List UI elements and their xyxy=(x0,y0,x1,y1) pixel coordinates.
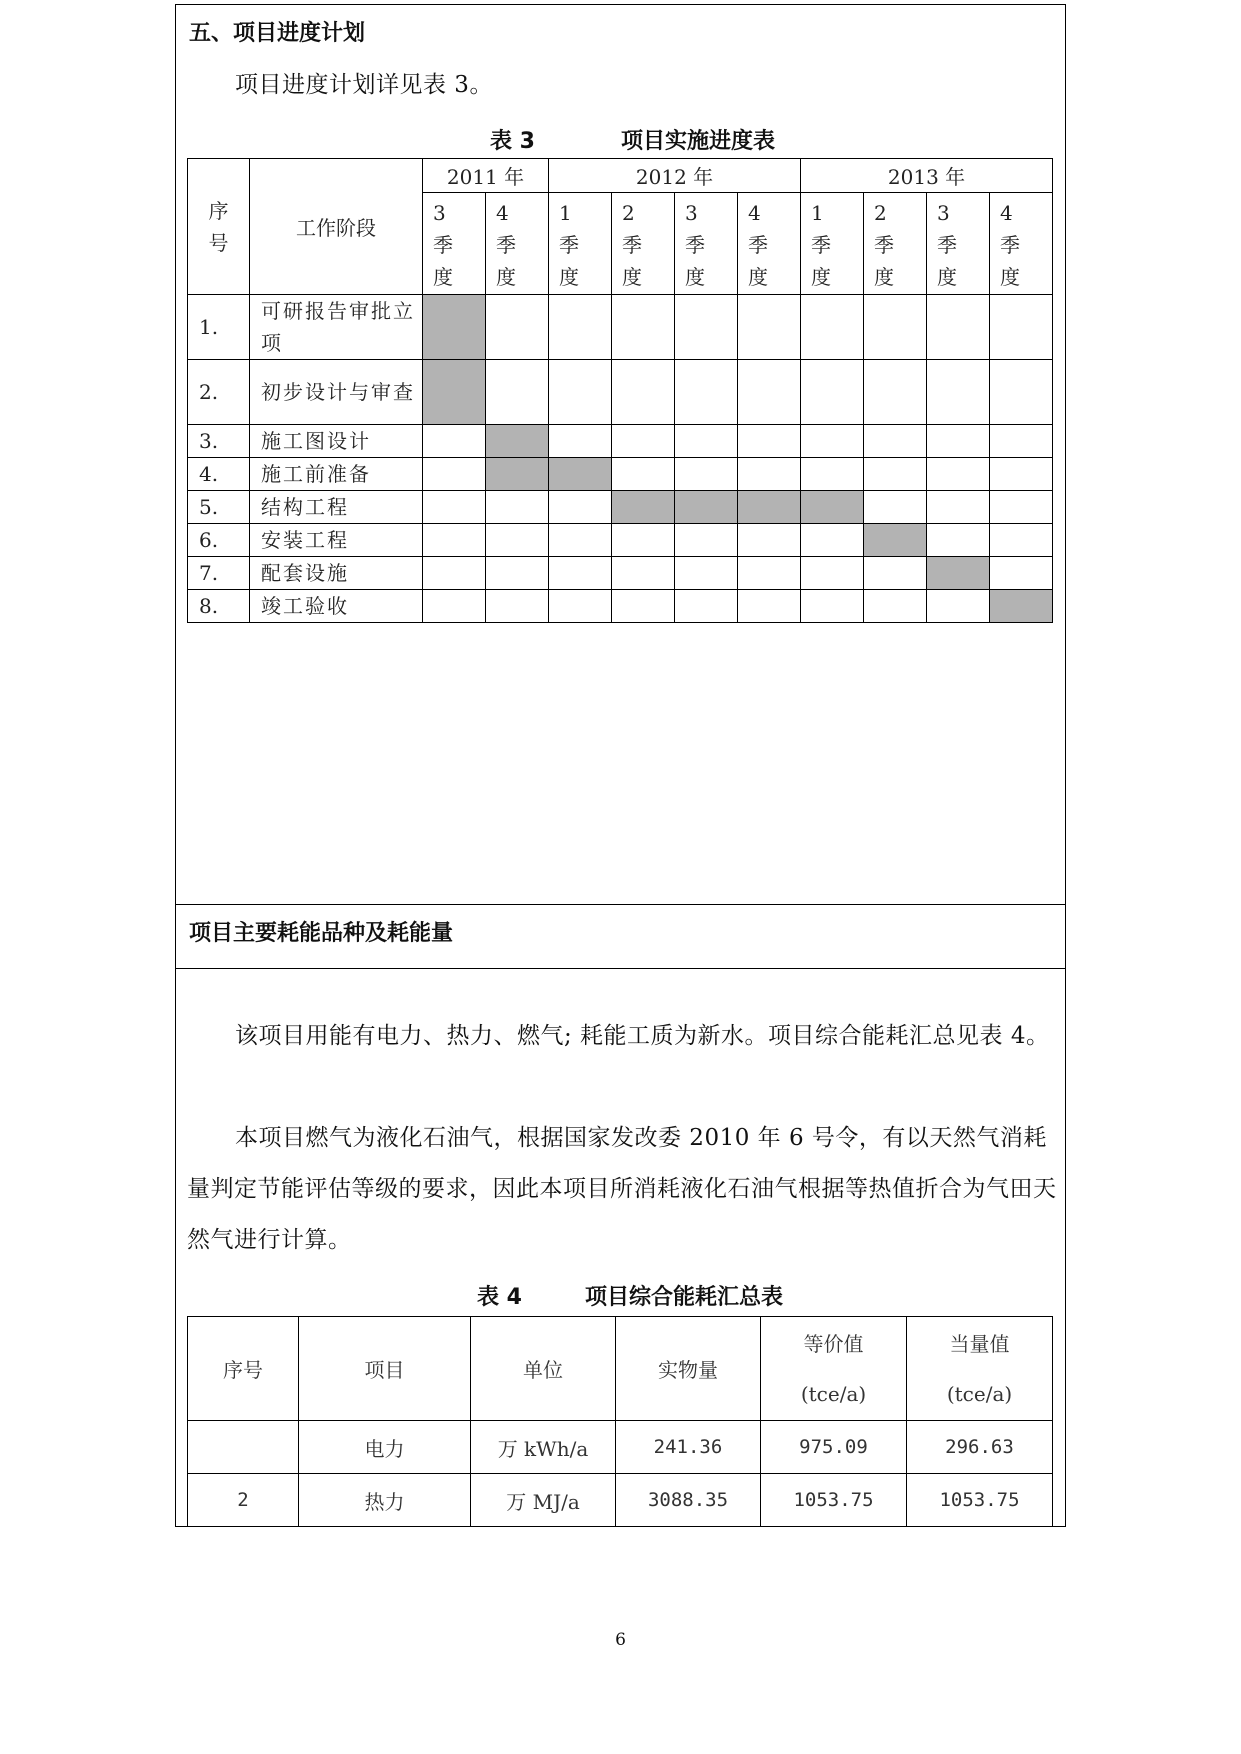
energy-row xyxy=(188,1474,1053,1527)
quarter-header-text: 4 xyxy=(748,201,761,225)
schedule-empty-cell xyxy=(738,590,801,623)
schedule-empty-cell xyxy=(423,524,486,557)
quarter-header xyxy=(990,193,1053,295)
quarter-header-text: 3 xyxy=(433,201,446,225)
schedule-seq: 1. xyxy=(188,295,250,360)
quarter-header-text: 季 xyxy=(1000,233,1021,257)
schedule-empty-cell xyxy=(864,360,927,425)
schedule-empty-cell xyxy=(990,458,1053,491)
schedule-empty-cell xyxy=(549,524,612,557)
schedule-empty-cell xyxy=(423,425,486,458)
schedule-empty-cell xyxy=(927,524,990,557)
schedule-empty-cell xyxy=(675,458,738,491)
schedule-empty-cell xyxy=(675,590,738,623)
schedule-bar-cell xyxy=(423,360,486,425)
page-number: 6 xyxy=(615,1630,626,1650)
quarter-header xyxy=(486,193,549,295)
energy-header-equiv-price-label: 等价值 xyxy=(803,1331,864,1356)
quarter-header-text: 度 xyxy=(811,265,832,289)
schedule-empty-cell xyxy=(675,425,738,458)
energy-cell-unit: 万 kWh/a xyxy=(471,1421,616,1474)
quarter-header xyxy=(738,193,801,295)
schedule-empty-cell xyxy=(549,360,612,425)
quarter-header-text: 度 xyxy=(685,265,706,289)
quarter-header-text: 度 xyxy=(874,265,895,289)
quarter-header-text: 季 xyxy=(433,233,453,257)
energy-cell-qty: 3088.35 xyxy=(616,1474,761,1527)
year-header-2013: 2013 年 xyxy=(801,159,1053,193)
schedule-empty-cell xyxy=(801,458,864,491)
schedule-empty-cell xyxy=(612,557,675,590)
quarter-header-text: 1 xyxy=(559,201,572,225)
energy-cell-price: 1053.75 xyxy=(761,1474,907,1527)
schedule-empty-cell xyxy=(990,491,1053,524)
schedule-empty-cell xyxy=(864,590,927,623)
schedule-bar-cell xyxy=(738,491,801,524)
schedule-empty-cell xyxy=(864,425,927,458)
schedule-seq: 8. xyxy=(188,590,250,623)
energy-header-equiv-price-unit: (tce/a) xyxy=(800,1381,867,1406)
schedule-stage: 配套设施 xyxy=(250,557,423,590)
schedule-empty-cell xyxy=(486,491,549,524)
schedule-row xyxy=(188,295,1053,360)
schedule-stage: 安装工程 xyxy=(250,524,423,557)
quarter-header-text: 度 xyxy=(559,265,580,289)
schedule-empty-cell xyxy=(549,295,612,360)
quarter-header xyxy=(864,193,927,295)
schedule-empty-cell xyxy=(864,491,927,524)
schedule-empty-cell xyxy=(801,425,864,458)
schedule-stage: 可研报告审批立项 xyxy=(250,295,423,360)
schedule-empty-cell xyxy=(738,295,801,360)
col-header-stage: 工作阶段 xyxy=(250,159,423,295)
schedule-empty-cell xyxy=(801,295,864,360)
quarter-header xyxy=(423,193,486,295)
energy-row xyxy=(188,1421,1053,1474)
schedule-empty-cell xyxy=(549,590,612,623)
schedule-empty-cell xyxy=(738,425,801,458)
energy-cell-amount: 296.63 xyxy=(907,1421,1053,1474)
year-header-2012: 2012 年 xyxy=(549,159,801,193)
schedule-empty-cell xyxy=(549,491,612,524)
schedule-empty-cell xyxy=(486,360,549,425)
schedule-empty-cell xyxy=(675,557,738,590)
quarter-header-text: 2 xyxy=(874,201,887,225)
quarter-header-text: 季 xyxy=(559,233,580,257)
energy-header-unit: 单位 xyxy=(471,1317,616,1421)
energy-header-equiv-amount-unit: (tce/a) xyxy=(946,1381,1013,1406)
schedule-empty-cell xyxy=(801,524,864,557)
schedule-empty-cell xyxy=(927,458,990,491)
schedule-row xyxy=(188,458,1053,491)
schedule-empty-cell xyxy=(801,557,864,590)
schedule-bar-cell xyxy=(990,590,1053,623)
schedule-seq: 6. xyxy=(188,524,250,557)
schedule-bar-cell xyxy=(801,491,864,524)
schedule-empty-cell xyxy=(738,524,801,557)
schedule-empty-cell xyxy=(423,458,486,491)
schedule-empty-cell xyxy=(864,458,927,491)
schedule-row xyxy=(188,590,1053,623)
col-header-seq xyxy=(188,159,250,295)
quarter-header-text: 2 xyxy=(622,201,635,225)
schedule-bar-cell xyxy=(612,491,675,524)
schedule-empty-cell xyxy=(612,458,675,491)
quarter-header-text: 季 xyxy=(496,233,516,257)
quarter-header-text: 度 xyxy=(937,265,958,289)
col-header-seq-label: 序号 xyxy=(208,198,229,255)
schedule-bar-cell xyxy=(486,458,549,491)
quarter-header-text: 4 xyxy=(496,201,509,225)
quarter-header-text: 3 xyxy=(937,201,950,225)
energy-header-equiv-amount xyxy=(907,1317,1053,1421)
quarter-header-text: 度 xyxy=(748,265,769,289)
energy-table xyxy=(187,1316,1053,1527)
quarter-header-text: 季 xyxy=(685,233,706,257)
energy-para-1: 该项目用能有电力、热力、燃气; 耗能工质为新水。项目综合能耗汇总见表 4。 xyxy=(235,1023,1050,1049)
schedule-intro: 项目进度计划详见表 3。 xyxy=(235,72,493,98)
schedule-empty-cell xyxy=(990,524,1053,557)
table3-caption-number: 表 3 xyxy=(490,129,535,154)
schedule-bar-cell xyxy=(423,295,486,360)
schedule-empty-cell xyxy=(612,360,675,425)
schedule-row xyxy=(188,524,1053,557)
schedule-empty-cell xyxy=(990,295,1053,360)
energy-cell-seq: 2 xyxy=(188,1474,299,1527)
quarter-header-text: 季 xyxy=(874,233,895,257)
schedule-empty-cell xyxy=(423,557,486,590)
schedule-empty-cell xyxy=(612,524,675,557)
schedule-empty-cell xyxy=(612,590,675,623)
schedule-seq: 3. xyxy=(188,425,250,458)
quarter-header-text: 4 xyxy=(1000,201,1013,225)
energy-cell-seq xyxy=(188,1421,299,1474)
schedule-empty-cell xyxy=(927,491,990,524)
quarter-header-text: 度 xyxy=(496,265,516,289)
schedule-empty-cell xyxy=(612,295,675,360)
quarter-header-text: 3 xyxy=(685,201,698,225)
table4-caption-title: 项目综合能耗汇总表 xyxy=(585,1285,784,1310)
schedule-bar-cell xyxy=(486,425,549,458)
quarter-header-text: 季 xyxy=(937,233,958,257)
energy-cell-amount: 1053.75 xyxy=(907,1474,1053,1527)
schedule-empty-cell xyxy=(675,524,738,557)
energy-header-item: 项目 xyxy=(299,1317,471,1421)
schedule-seq: 2. xyxy=(188,360,250,425)
schedule-empty-cell xyxy=(738,360,801,425)
schedule-bar-cell xyxy=(675,491,738,524)
table4-caption-number: 表 4 xyxy=(477,1285,522,1310)
schedule-row xyxy=(188,491,1053,524)
schedule-empty-cell xyxy=(864,295,927,360)
schedule-empty-cell xyxy=(864,557,927,590)
quarter-header xyxy=(675,193,738,295)
schedule-empty-cell xyxy=(549,425,612,458)
schedule-empty-cell xyxy=(990,360,1053,425)
schedule-empty-cell xyxy=(738,458,801,491)
schedule-empty-cell xyxy=(927,590,990,623)
energy-cell-qty: 241.36 xyxy=(616,1421,761,1474)
schedule-empty-cell xyxy=(801,590,864,623)
quarter-header-text: 季 xyxy=(622,233,643,257)
quarter-header xyxy=(801,193,864,295)
schedule-seq: 5. xyxy=(188,491,250,524)
schedule-empty-cell xyxy=(486,590,549,623)
schedule-empty-cell xyxy=(423,491,486,524)
schedule-empty-cell xyxy=(927,425,990,458)
section-heading-schedule: 五、项目进度计划 xyxy=(189,21,366,46)
quarter-header xyxy=(927,193,990,295)
quarter-header-text: 季 xyxy=(748,233,769,257)
energy-cell-item: 电力 xyxy=(299,1421,471,1474)
schedule-empty-cell xyxy=(927,295,990,360)
schedule-empty-cell xyxy=(675,295,738,360)
schedule-empty-cell xyxy=(549,557,612,590)
schedule-stage: 竣工验收 xyxy=(250,590,423,623)
quarter-header xyxy=(549,193,612,295)
schedule-row xyxy=(188,557,1053,590)
schedule-empty-cell xyxy=(486,295,549,360)
energy-header-equiv-price xyxy=(761,1317,907,1421)
schedule-seq: 7. xyxy=(188,557,250,590)
schedule-seq: 4. xyxy=(188,458,250,491)
quarter-header xyxy=(612,193,675,295)
year-header-2011: 2011 年 xyxy=(423,159,549,193)
schedule-empty-cell xyxy=(990,557,1053,590)
schedule-bar-cell xyxy=(549,458,612,491)
schedule-empty-cell xyxy=(990,425,1053,458)
quarter-header-text: 度 xyxy=(622,265,643,289)
schedule-table xyxy=(187,158,1053,623)
schedule-empty-cell xyxy=(486,524,549,557)
schedule-empty-cell xyxy=(927,360,990,425)
quarter-header-text: 度 xyxy=(1000,265,1021,289)
schedule-empty-cell xyxy=(675,360,738,425)
energy-para-2: 本项目燃气为液化石油气，根据国家发改委 2010 年 6 号令，有以天然气消耗量判定节能评估等级的要求，因此本项目所消耗液化石油气根据等热值折合为气田天然气进行计算。 xyxy=(187,1125,1057,1253)
energy-header-qty: 实物量 xyxy=(616,1317,761,1421)
schedule-empty-cell xyxy=(612,425,675,458)
heading-divider xyxy=(176,968,1065,969)
schedule-empty-cell xyxy=(486,557,549,590)
schedule-empty-cell xyxy=(423,590,486,623)
schedule-empty-cell xyxy=(738,557,801,590)
schedule-stage: 施工前准备 xyxy=(250,458,423,491)
quarter-header-text: 度 xyxy=(433,265,453,289)
schedule-stage: 施工图设计 xyxy=(250,425,423,458)
schedule-bar-cell xyxy=(927,557,990,590)
energy-header-seq: 序号 xyxy=(188,1317,299,1421)
schedule-row xyxy=(188,425,1053,458)
schedule-stage: 结构工程 xyxy=(250,491,423,524)
energy-cell-price: 975.09 xyxy=(761,1421,907,1474)
table3-caption-title: 项目实施进度表 xyxy=(621,129,776,154)
energy-header-equiv-amount-label: 当量值 xyxy=(949,1331,1010,1356)
schedule-stage: 初步设计与审查 xyxy=(250,360,423,425)
energy-cell-unit: 万 MJ/a xyxy=(471,1474,616,1527)
schedule-empty-cell xyxy=(801,360,864,425)
schedule-bar-cell xyxy=(864,524,927,557)
quarter-header-text: 季 xyxy=(811,233,832,257)
energy-cell-item: 热力 xyxy=(299,1474,471,1527)
section-heading-energy: 项目主要耗能品种及耗能量 xyxy=(189,921,454,946)
schedule-row xyxy=(188,360,1053,425)
quarter-header-text: 1 xyxy=(811,201,824,225)
